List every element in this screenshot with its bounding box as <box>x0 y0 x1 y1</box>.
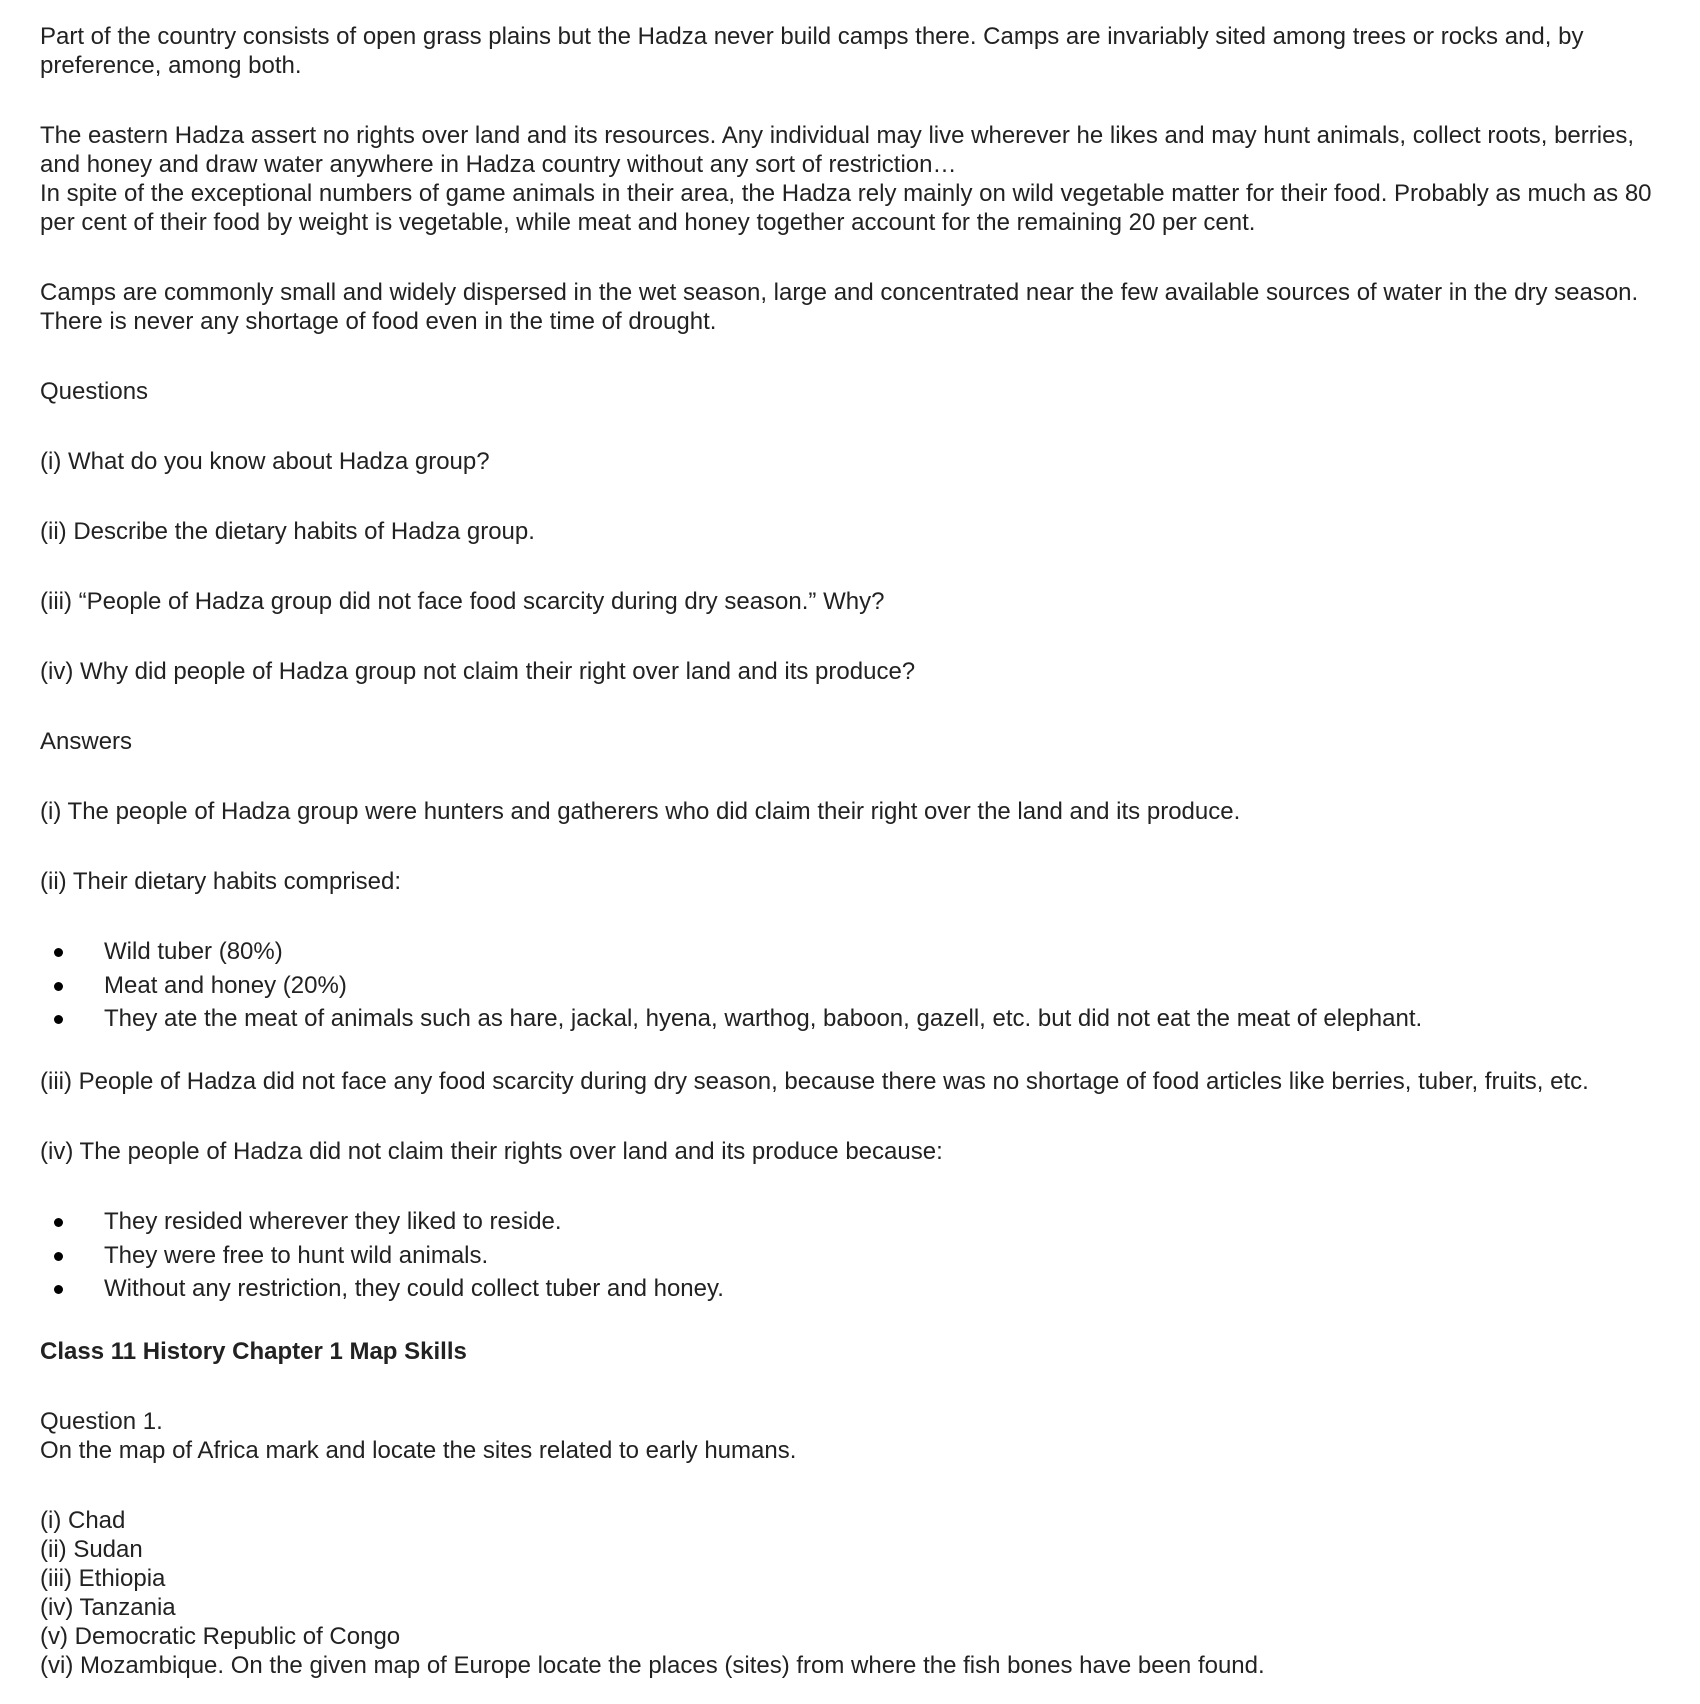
bullet-icon <box>54 1218 63 1227</box>
map-site-item: (v) Democratic Republic of Congo <box>40 1623 401 1650</box>
question-1: (i) What do you know about Hadza group? <box>40 448 490 475</box>
bullet-icon <box>54 1285 63 1294</box>
map-question-label: Question 1. <box>40 1408 163 1435</box>
passage-paragraph-2b: In spite of the exceptional numbers of game animals in their area, the Hadza rely mainly on wild vegetable matter for their food. Probably as much as 80 per cent of their food by weight is vegetable, while meat and honey together account for the remaining 20 per cent. <box>40 180 1652 236</box>
map-site-item: (iv) Tanzania <box>40 1594 176 1621</box>
passage-paragraph-3: Camps are commonly small and widely dispersed in the wet season, large and concentrated near the few available sources of water in the dry season. There is never any shortage of food even in the time of drought. <box>40 279 1639 335</box>
list-item <box>40 1241 1680 1270</box>
bullet-icon <box>54 948 63 957</box>
map-site-item: (iii) Ethiopia <box>40 1565 166 1592</box>
list-item-text: Without any restriction, they could collect tuber and honey. <box>104 1275 724 1302</box>
list-item <box>40 1207 1680 1236</box>
map-skills-heading: Class 11 History Chapter 1 Map Skills <box>40 1338 467 1365</box>
answer-3: (iii) People of Hadza did not face any food scarcity during dry season, because there was no shortage of food articles like berries, tuber, fruits, etc. <box>40 1068 1589 1095</box>
list-item-text: They resided wherever they liked to reside. <box>104 1208 562 1235</box>
map-site-item: (i) Chad <box>40 1507 126 1534</box>
list-item <box>40 937 1680 966</box>
map-site-item: (ii) Sudan <box>40 1536 143 1563</box>
passage-paragraph-2 <box>40 121 1680 237</box>
bullet-icon <box>54 982 63 991</box>
question-4: (iv) Why did people of Hadza group not claim their right over land and its produce? <box>40 658 916 685</box>
answer-2: (ii) Their dietary habits comprised: <box>40 868 402 895</box>
answer-1: (i) The people of Hadza group were hunters and gatherers who did claim their right over the land and its produce. <box>40 798 1241 825</box>
list-item-text: They ate the meat of animals such as hare, jackal, hyena, warthog, baboon, gazell, etc. but did not eat the meat of elephant. <box>104 1005 1423 1032</box>
list-item-text: They were free to hunt wild animals. <box>104 1241 489 1269</box>
question-3: (iii) “People of Hadza group did not face food scarcity during dry season.” Why? <box>40 588 885 615</box>
answer-4: (iv) The people of Hadza did not claim their rights over land and its produce because: <box>40 1138 943 1165</box>
answer-2-bullet-list <box>40 937 1680 1033</box>
answers-heading: Answers <box>40 728 133 755</box>
map-site-item: (vi) Mozambique. On the given map of Europe locate the places (sites) from where the fish bones have been found. <box>40 1652 1265 1679</box>
bullet-icon <box>54 1252 63 1261</box>
passage-paragraph-2a: The eastern Hadza assert no rights over land and its resources. Any individual may live wherever he likes and may hunt animals, collect roots, berries, and honey and draw water anywhere in Hadza country without any sort of restriction… <box>40 122 1635 178</box>
answer-4-bullet-list <box>40 1207 1680 1303</box>
bullet-icon <box>54 1015 63 1024</box>
list-item <box>40 971 1680 1000</box>
question-2: (ii) Describe the dietary habits of Hadza group. <box>40 518 535 545</box>
map-question-text: On the map of Africa mark and locate the sites related to early humans. <box>40 1437 797 1464</box>
questions-heading: Questions <box>40 378 149 405</box>
list-item-text: Meat and honey (20%) <box>104 971 347 999</box>
document-page <box>40 22 1680 1680</box>
list-item-text: Wild tuber (80%) <box>104 938 283 965</box>
list-item <box>40 1004 1680 1033</box>
passage-paragraph-1: Part of the country consists of open grass plains but the Hadza never build camps there. Camps are invariably sited among trees or rocks and, by preference, among both. <box>40 23 1584 79</box>
list-item <box>40 1274 1680 1303</box>
map-question-1 <box>40 1407 1680 1465</box>
map-sites-list <box>40 1506 1680 1680</box>
